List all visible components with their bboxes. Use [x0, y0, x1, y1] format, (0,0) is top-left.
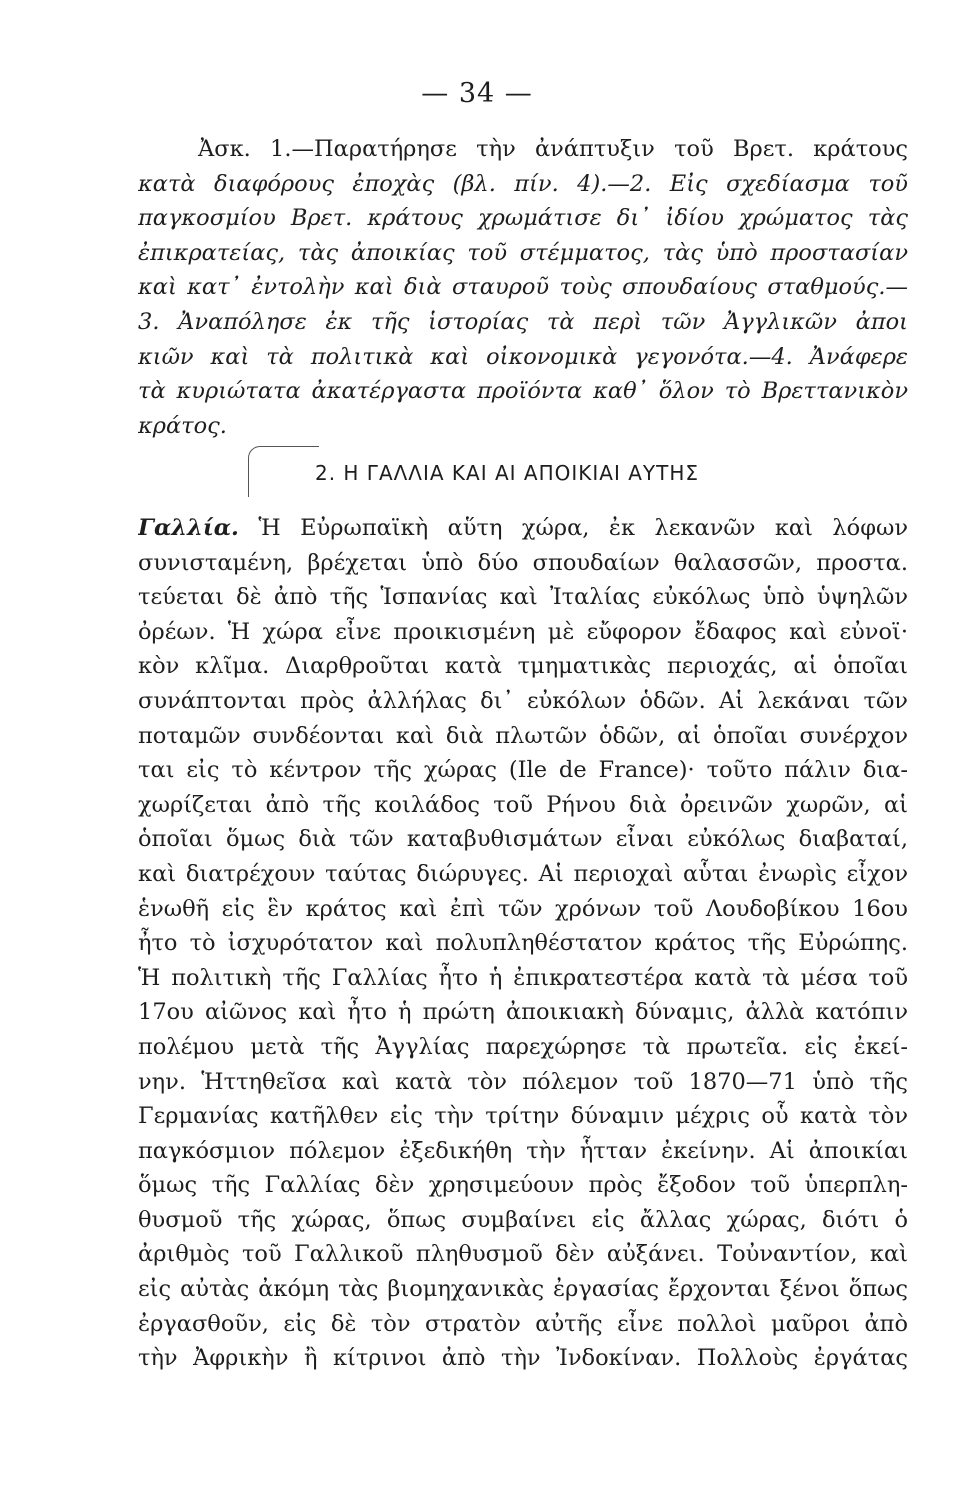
exercise-line: κατὰ διαφόρους ἐποχὰς (βλ. πίν. 4).—2. Εἰς σχεδίασμα τοῦ [138, 170, 908, 197]
body-line: κὸν κλῖμα. Διαρθροῦται κατὰ τμηματικὰς περιοχάς, αἱ ὁποῖαι [138, 653, 908, 680]
body-line: χωρίζεται ἀπὸ τῆς κοιλάδος τοῦ Ρήνου διὰ ὀρεινῶν χωρῶν, αἱ [138, 791, 908, 818]
exercise-line: παγκοσμίου Βρετ. κράτους χρωμάτισε δι᾽ ἰδίου χρώματος τὰς [138, 205, 908, 232]
exercise-line: κράτος. [138, 412, 227, 439]
body-line: ἑνωθῆ εἰς ἓν κράτος καὶ ἐπὶ τῶν χρόνων τοῦ Λουδοβίκου 16ου [138, 895, 908, 922]
exercise-line: καὶ κατ᾽ ἐντολὴν καὶ διὰ σταυροῦ τοὺς σπουδαίους σταθμούς.— [138, 274, 908, 301]
body-line: εἰς αὐτὰς ἀκόμη τὰς βιομηχανικὰς ἐργασίας ἔρχονται ξένοι ὅπως [138, 1276, 908, 1303]
body-paragraph [138, 511, 908, 1376]
body-line: τὴν Ἀφρικὴν ἢ κίτρινοι ἀπὸ τὴν Ἰνδοκίναν. Πολλοὺς ἐργάτας [138, 1345, 908, 1372]
body-line: Ἡ πολιτικὴ τῆς Γαλλίας ἦτο ἡ ἐπικρατεστέρα κατὰ τὰ μέσα τοῦ [138, 964, 908, 991]
section-heading: 2. Η ΓΑΛΛΙΑ ΚΑΙ ΑΙ ΑΠΟΙΚΙΑΙ ΑΥΤΗΣ [314, 461, 700, 485]
body-line: ὅμως τῆς Γαλλίας δὲν χρησιμεύουν πρὸς ἔξοδον τοῦ ὑπερπλη- [138, 1172, 908, 1199]
exercise-line: 3. Ἀναπόλησε ἐκ τῆς ἱστορίας τὰ περὶ τῶν Ἀγγλικῶν ἀποι [138, 308, 908, 335]
body-line: Γερμανίας κατῆλθεν εἰς τὴν τρίτην δύναμιν μέχρις οὗ κατὰ τὸν [138, 1103, 908, 1130]
body-line: ται εἰς τὸ κέντρον τῆς χώρας (Ile de France)· τοῦτο πάλιν δια- [138, 757, 908, 784]
page-number: — 34 — [421, 78, 533, 109]
body-line: 17ου αἰῶνος καὶ ἦτο ἡ πρώτη ἀποικιακὴ δύναμις, ἀλλὰ κατόπιν [138, 999, 908, 1026]
exercise-line: τὰ κυριώτατα ἀκατέργαστα προϊόντα καθ᾽ ὅλον τὸ Βρεττανικὸν [138, 378, 908, 405]
exercise-line: κιῶν καὶ τὰ πολιτικὰ καὶ οἰκονομικὰ γεγονότα.—4. Ἀνάφερε [138, 343, 908, 370]
exercise-line: ἐπικρατείας, τὰς ἀποικίας τοῦ στέμματος, τὰς ὑπὸ προστασίαν [138, 239, 908, 266]
body-line: παγκόσμιον πόλεμον ἐξεδικήθη τὴν ἧτταν ἐκείνην. Αἱ ἀποικίαι [138, 1137, 908, 1164]
exercise-line: Ἀσκ. 1.—Παρατήρησε τὴν ἀνάπτυξιν τοῦ Βρετ. κράτους [198, 136, 908, 162]
country-title: Γαλλία. [138, 515, 239, 541]
body-line: ἐργασθοῦν, εἰς δὲ τὸν στρατὸν αὐτῆς εἶνε πολλοὶ μαῦροι ἀπὸ [138, 1310, 908, 1337]
body-line: καὶ διατρέχουν ταύτας διώρυγες. Αἱ περιοχαὶ αὗται ἐνωρὶς εἶχον [138, 860, 908, 887]
body-line: ὀρέων. Ἡ χώρα εἶνε προικισμένη μὲ εὔφορον ἔδαφος καὶ εὐνοϊ· [138, 618, 908, 645]
body-line: νην. Ἡττηθεῖσα καὶ κατὰ τὸν πόλεμον τοῦ 1870—71 ὑπὸ τῆς [138, 1068, 908, 1095]
body-first-line-text: Ἡ Εὐρωπαϊκὴ αὕτη χώρα, ἐκ λεκανῶν καὶ λόφων [258, 515, 908, 541]
exercises-paragraph [138, 132, 908, 443]
body-line: ἦτο τὸ ἰσχυρότατον καὶ πολυπληθέστατον κράτος τῆς Εὐρώπης. [138, 930, 908, 957]
body-first-line [138, 511, 908, 546]
body-line: τεύεται δὲ ἀπὸ τῆς Ἱσπανίας καὶ Ἰταλίας εὐκόλως ὑπὸ ὑψηλῶν [138, 584, 908, 611]
body-line: συνάπτονται πρὸς ἀλλήλας δι᾽ εὐκόλων ὁδῶν. Αἱ λεκάναι τῶν [138, 687, 908, 714]
body-line: ποταμῶν συνδέονται καὶ διὰ πλωτῶν ὁδῶν, αἱ ὁποῖαι συνέρχον [138, 722, 908, 749]
body-line: συνισταμένη, βρέχεται ὑπὸ δύο σπουδαίων θαλασσῶν, προστα. [138, 549, 908, 576]
body-line: ὁποῖαι ὅμως διὰ τῶν καταβυθισμάτων εἶναι εὐκόλως διαβαταί, [138, 826, 908, 853]
body-line: ἀριθμὸς τοῦ Γαλλικοῦ πληθυσμοῦ δὲν αὐξάνει. Τοὐναντίον, καὶ [138, 1241, 908, 1268]
body-line: πολέμου μετὰ τῆς Ἀγγλίας παρεχώρησε τὰ πρωτεῖα. εἰς ἐκεί- [138, 1033, 908, 1060]
body-line: θυσμοῦ τῆς χώρας, ὅπως συμβαίνει εἰς ἄλλας χώρας, διότι ὁ [138, 1206, 908, 1233]
